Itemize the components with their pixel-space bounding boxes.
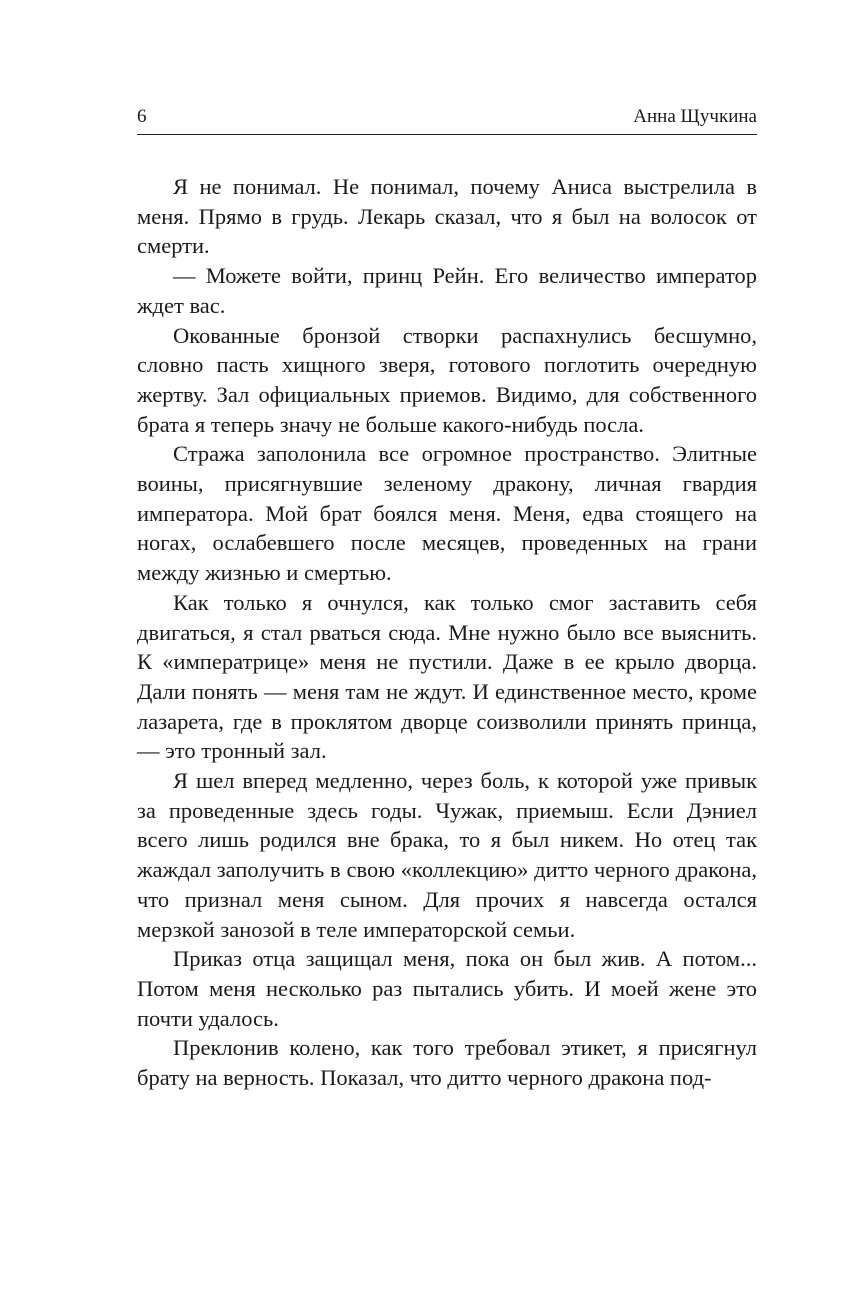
paragraph: Приказ отца защищал меня, пока он был жив. А потом... Потом меня несколько раз пытались убить. И моей жене это почти удалось. <box>137 946 757 1031</box>
paragraph: Я шел вперед медленно, через боль, к которой уже привык за проведенные здесь годы. Чужак, приемыш. Если Дэниел всего лишь родился вне брака, то я был никем. Но отец так жаждал заполучить в свою «коллекцию» дитто черного дракона, что признал меня сыном. Для прочих я навсегда остался мерзкой занозой в теле императорской семьи. <box>137 768 757 942</box>
page-number: 6 <box>137 106 147 127</box>
paragraph: Окованные бронзой створки распахнулись бесшумно, словно пасть хищного зверя, готового поглотить очередную жертву. Зал официальных приемов. Видимо, для собственного брата я теперь значу не больше какого-нибудь посла. <box>137 322 757 437</box>
body-text <box>137 172 757 1093</box>
book-page <box>137 100 757 1093</box>
paragraph: — Можете войти, принц Рейн. Его величество император ждет вас. <box>137 263 757 318</box>
paragraph: Как только я очнулся, как только смог заставить себя двигаться, я стал рваться сюда. Мне нужно было все выяснить. К «императрице» меня не пустили. Даже в ее крыло дворца. Дали понять — меня там не ждут. И единственное место, кроме лазарета, где в проклятом дворце соизволили принять принца, — это тронный зал. <box>137 589 757 764</box>
page-header <box>137 100 757 135</box>
paragraph: Преклонив колено, как того требовал этикет, я присягнул брату на верность. Показал, что дитто черного дракона под- <box>137 1035 757 1091</box>
paragraph: Я не понимал. Не понимал, почему Аниса выстрелила в меня. Прямо в грудь. Лекарь сказал, что я был на волосок от смерти. <box>137 174 757 259</box>
running-title-author: Анна Щучкина <box>633 106 757 127</box>
paragraph: Стража заполонила все огромное пространство. Элитные воины, присягнувшие зеленому дракону, личная гвардия императора. Мой брат боялся меня. Меня, едва стоящего на ногах, ослабевшего после месяцев, проведенных на грани между жизнью и смертью. <box>137 441 757 586</box>
